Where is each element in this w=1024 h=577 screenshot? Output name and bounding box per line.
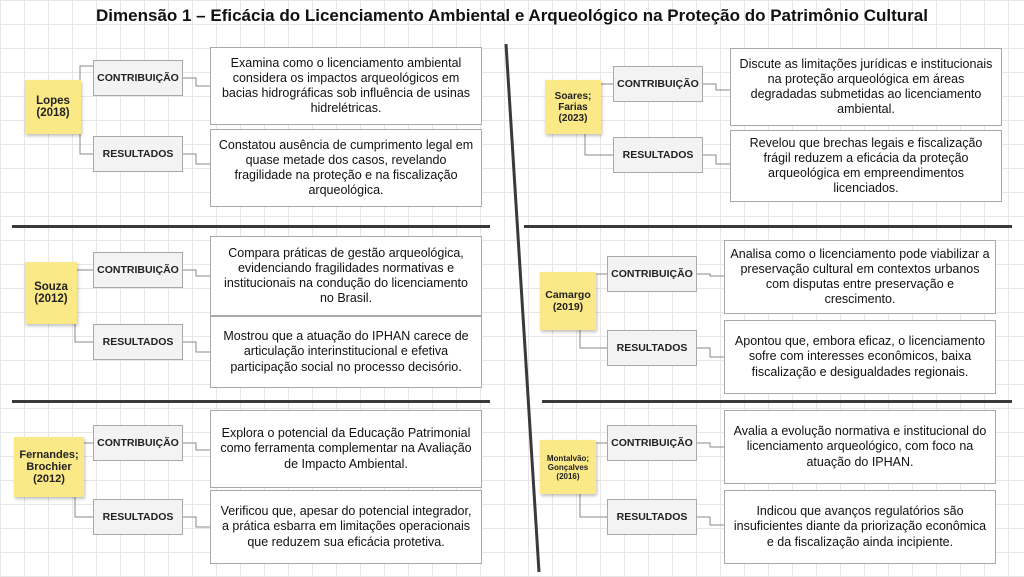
results-label: RESULTADOS [93,499,183,535]
author-note-camargo: Camargo (2019) [540,272,596,330]
results-label: RESULTADOS [613,137,703,173]
author-note-fernandes-brochier: Fernandes; Brochier (2012) [14,437,84,497]
results-label: RESULTADOS [93,136,183,172]
author-note-lopes: Lopes (2018) [25,80,81,134]
author-note-soares-farias: Soares; Farias (2023) [545,80,601,134]
contribution-text-lopes: Examina como o licenciamento ambiental considera os impactos arqueológicos em bacias hidrográficas sob influência de usinas hidrelétricas. [210,47,482,125]
author-note-souza: Souza (2012) [25,262,77,324]
results-label: RESULTADOS [607,330,697,366]
contribution-text-fernandes: Explora o potencial da Educação Patrimonial como ferramenta complementar na Avaliação de Impacto Ambiental. [210,410,482,488]
contribution-label: CONTRIBUIÇÃO [607,256,697,292]
results-text-souza: Mostrou que a atuação do IPHAN carece de articulação interinstitucional e efetiva participação social no processo decisório. [210,316,482,388]
results-label: RESULTADOS [93,324,183,360]
results-text-lopes: Constatou ausência de cumprimento legal em quase metade dos casos, revelando fragilidade na proteção e na fiscalização arqueológica. [210,129,482,207]
contribution-text-camargo: Analisa como o licenciamento pode viabilizar a preservação cultural em contextos urbanos com disputas entre preservação e crescimento. [724,240,996,314]
contribution-text-montalvao: Avalia a evolução normativa e institucional do licenciamento arqueológico, com foco na atuação do IPHAN. [724,410,996,484]
results-text-camargo: Apontou que, embora eficaz, o licenciamento sofre com interesses econômicos, baixa fiscalização e desigualdades regionais. [724,320,996,394]
author-note-montalvao-goncalves: Montalvão; Gonçalves (2016) [540,440,596,494]
contribution-text-souza: Compara práticas de gestão arqueológica, evidenciando fragilidades normativas e institucionais na condução do licenciamento no Brasil. [210,236,482,316]
contribution-label: CONTRIBUIÇÃO [613,66,703,102]
results-label: RESULTADOS [607,499,697,535]
contribution-text-soares: Discute as limitações jurídicas e institucionais na proteção arqueológica em áreas degradadas submetidas ao licenciamento ambiental. [730,48,1002,126]
contribution-label: CONTRIBUIÇÃO [93,252,183,288]
results-text-montalvao: Indicou que avanços regulatórios são insuficientes diante da priorização econômica e da fiscalização ainda incipiente. [724,490,996,564]
results-text-soares: Revelou que brechas legais e fiscalização frágil reduzem a eficácia da proteção arqueológica em empreendimentos licenciados. [730,130,1002,202]
contribution-label: CONTRIBUIÇÃO [93,60,183,96]
results-text-fernandes: Verificou que, apesar do potencial integrador, a prática esbarra em limitações operacionais que reduzem sua eficácia protetiva. [210,490,482,564]
contribution-label: CONTRIBUIÇÃO [607,425,697,461]
diagram-title: Dimensão 1 – Eficácia do Licenciamento Ambiental e Arqueológico na Proteção do Patrimônio Cultural [96,6,928,25]
contribution-label: CONTRIBUIÇÃO [93,425,183,461]
